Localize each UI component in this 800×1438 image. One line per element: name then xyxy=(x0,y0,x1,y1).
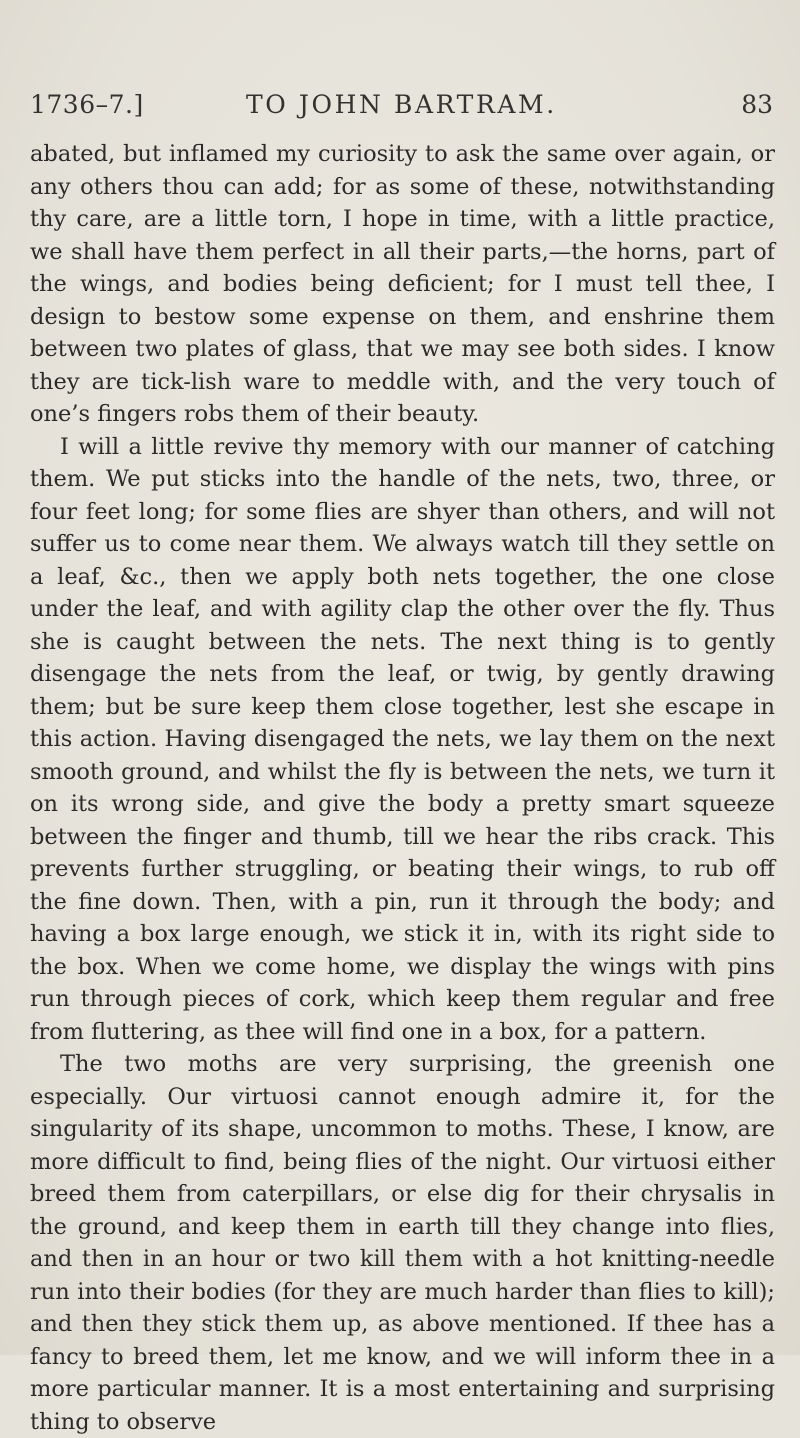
page-number: 83 xyxy=(741,90,773,119)
paragraph-1: abated, but inflamed my curiosity to ask the same over again, or any others thou can add; for as some of these, notwithstanding thy care, are a little torn, I hope in time, with a little practice, we shall have them perfect in all their parts,—the horns, part of the wings, and bodies being deficient; for I must tell thee, I design to bestow some expense on them, and enshrine them between two plates of glass, that we may see both sides. I know they are tick-lish ware to meddle with, and the very touch of one’s fingers robs them of their beauty. xyxy=(30,141,775,427)
body-text xyxy=(30,138,775,1438)
paragraph-2: I will a little revive thy memory with our manner of catching them. We put sticks into the handle of the nets, two, three, or four feet long; for some flies are shyer than others, and will not suffer us to come near them. We always watch till they settle on a leaf, &c., then we apply both nets together, the one close under the leaf, and with agility clap the other over the fly. Thus she is caught between the nets. The next thing is to gently disengage the nets from the leaf, or twig, by gently drawing them; but be sure keep them close together, lest she escape in this action. Having disengaged the nets, we lay them on the next smooth ground, and whilst the fly is between the nets, we turn it on its wrong side, and give the body a pretty smart squeeze between the finger and thumb, till we hear the ribs crack. This prevents further struggling, or beating their wings, to rub off the fine down. Then, with a pin, run it through the body; and having a box large enough, we stick it in, with its right side to the box. When we come home, we display the wings with pins run through pieces of cork, which keep them regular and free from fluttering, as thee will find one in a box, for a pattern. xyxy=(30,433,775,1045)
running-head xyxy=(30,90,773,130)
paragraph-3: The two moths are very surprising, the greenish one especially. Our virtuosi cannot enough admire it, for the singularity of its shape, uncommon to moths. These, I know, are more difficult to find, being flies of the night. Our virtuosi either breed them from caterpillars, or else dig for their chrysalis in the ground, and keep them in earth till they change into flies, and then in an hour or two kill them with a hot knitting-needle run into their bodies (for they are much harder than flies to kill); and then they stick them up, as above mentioned. If thee has a fancy to breed them, let me know, and we will inform thee in a more particular manner. It is a most entertaining and surprising thing to observe xyxy=(30,1051,775,1435)
header-years: 1736–7.] xyxy=(30,90,144,119)
header-title: TO JOHN BARTRAM. xyxy=(246,90,557,119)
